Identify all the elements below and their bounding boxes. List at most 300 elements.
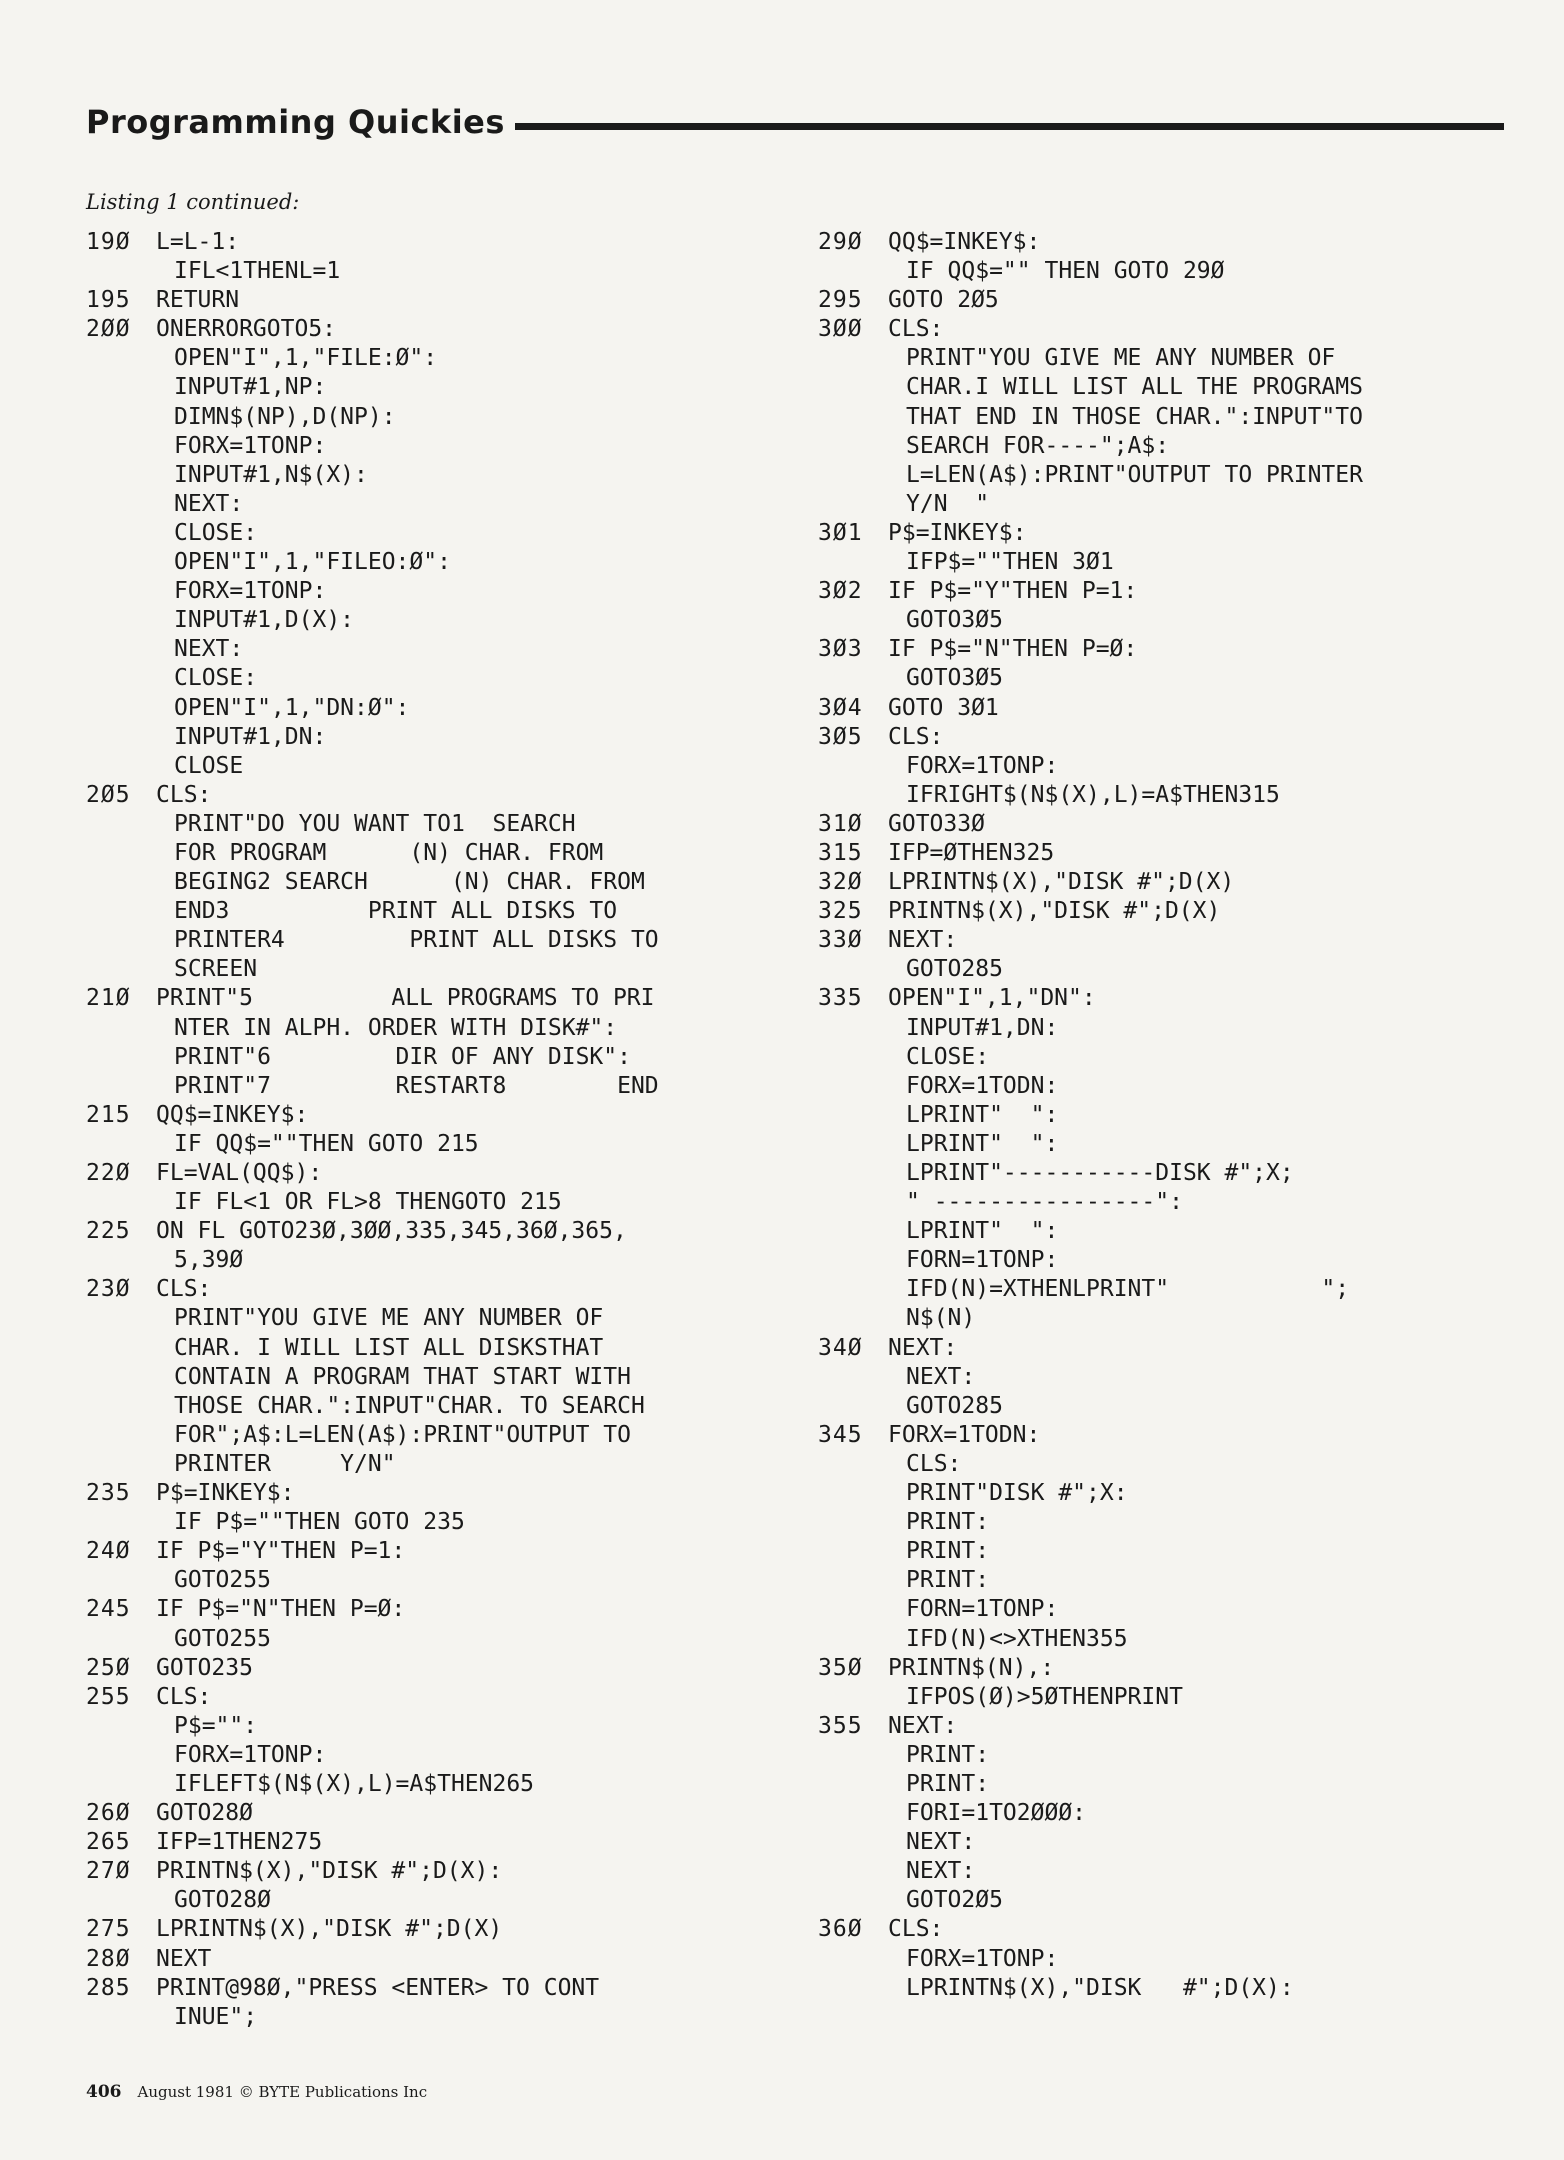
code-line: [86, 1886, 776, 1915]
line-code: CLS:: [906, 1450, 962, 1477]
line-code: P$=INKEY$:: [156, 1480, 295, 1507]
line-number: [818, 1479, 888, 1508]
code-line: [86, 723, 776, 752]
code-line: [86, 781, 776, 810]
line-code: INPUT#1,D(X):: [174, 607, 355, 634]
code-line: [818, 1275, 1508, 1304]
line-code: FORI=1TO2ØØØ:: [906, 1800, 1087, 1827]
code-line: [818, 1625, 1508, 1654]
line-code: INPUT#1,NP:: [174, 374, 327, 401]
line-code: CLS:: [888, 1916, 944, 1943]
line-number: [86, 1043, 156, 1072]
line-code: FORX=1TONP:: [174, 1741, 327, 1768]
code-line: [86, 1043, 776, 1072]
listing-left-column: [86, 228, 776, 2032]
code-line: [818, 1421, 1508, 1450]
line-code: IF QQ$="" THEN GOTO 29Ø: [906, 258, 1225, 285]
line-number: [86, 519, 156, 548]
line-number: 3Ø5: [818, 723, 863, 750]
code-line: [86, 1741, 776, 1770]
line-number: [86, 752, 156, 781]
line-number: 32Ø: [818, 869, 863, 896]
line-code: THAT END IN THOSE CHAR.":INPUT"TO: [906, 403, 1363, 430]
code-line: [818, 1915, 1508, 1944]
code-line: [86, 548, 776, 577]
code-line: [86, 1246, 776, 1275]
line-code: GOTO255: [174, 1567, 271, 1594]
line-number: [86, 1712, 156, 1741]
line-code: NEXT:: [906, 1829, 976, 1856]
line-number: [86, 1334, 156, 1363]
line-number: [818, 1945, 888, 1974]
line-number: [818, 1014, 888, 1043]
line-code: CLS:: [888, 316, 944, 343]
code-line: [86, 286, 776, 315]
line-code: NEXT:: [174, 636, 244, 663]
line-number: [818, 781, 888, 810]
line-code: GOTO235: [156, 1654, 253, 1681]
line-code: LPRINTN$(X),"DISK #";D(X):: [906, 1974, 1294, 2001]
code-line: [86, 519, 776, 548]
footer-credit: August 1981 © BYTE Publications Inc: [137, 2083, 428, 2101]
page-header: [86, 100, 1504, 144]
code-line: [86, 461, 776, 490]
line-number: [818, 1886, 888, 1915]
line-number: 335: [818, 985, 863, 1012]
code-line: [818, 1741, 1508, 1770]
code-line: [818, 955, 1508, 984]
line-code: NTER IN ALPH. ORDER WITH DISK#":: [174, 1014, 618, 1041]
code-line: [86, 839, 776, 868]
code-line: [86, 1130, 776, 1159]
line-number: 24Ø: [86, 1538, 131, 1565]
code-line: [86, 1770, 776, 1799]
line-number: [86, 723, 156, 752]
code-line: [818, 1043, 1508, 1072]
line-number: [818, 1683, 888, 1712]
line-code: IFLEFT$(N$(X),L)=A$THEN265: [174, 1770, 535, 1797]
line-code: GOTO 2Ø5: [888, 287, 999, 314]
code-line: [86, 752, 776, 781]
line-code: PRINT:: [906, 1770, 990, 1797]
listing-right-column: [818, 228, 1508, 2003]
line-code: LPRINTN$(X),"DISK #";D(X): [888, 869, 1235, 896]
line-code: PRINTN$(X),"DISK #";D(X):: [156, 1858, 503, 1885]
line-number: [818, 1974, 888, 2003]
code-line: [818, 315, 1508, 344]
code-line: [86, 403, 776, 432]
line-number: [86, 1072, 156, 1101]
line-code: LPRINTN$(X),"DISK #";D(X): [156, 1916, 503, 1943]
line-code: LPRINT" ":: [906, 1101, 1059, 1128]
line-number: [818, 1857, 888, 1886]
line-number: 3Ø2: [818, 578, 863, 605]
line-number: [818, 1508, 888, 1537]
code-line: [86, 1363, 776, 1392]
line-code: CHAR. I WILL LIST ALL DISKSTHAT: [174, 1334, 604, 1361]
line-number: 285: [86, 1974, 131, 2001]
line-number: [818, 1246, 888, 1275]
code-line: [86, 1857, 776, 1886]
line-number: 29Ø: [818, 229, 863, 255]
line-number: [818, 344, 888, 373]
line-number: [818, 461, 888, 490]
code-line: [818, 432, 1508, 461]
line-code: IF FL<1 OR FL>8 THENGOTO 215: [174, 1189, 562, 1216]
line-number: [818, 1799, 888, 1828]
line-code: CLOSE:: [906, 1043, 990, 1070]
line-code: PRINT:: [906, 1741, 990, 1768]
line-code: OPEN"I",1,"FILEO:Ø":: [174, 549, 451, 576]
code-line: [818, 1566, 1508, 1595]
page-number: 406: [86, 2082, 122, 2102]
line-code: NEXT: [156, 1945, 212, 1972]
line-code: CONTAIN A PROGRAM THAT START WITH: [174, 1363, 631, 1390]
code-line: [86, 664, 776, 693]
line-code: PRINT:: [906, 1538, 990, 1565]
line-number: [86, 839, 156, 868]
line-number: [818, 606, 888, 635]
code-line: [86, 1421, 776, 1450]
header-rule: [515, 123, 1504, 130]
code-line: [818, 1974, 1508, 2003]
line-number: [86, 606, 156, 635]
line-code: OPEN"I",1,"FILE:Ø":: [174, 345, 438, 372]
code-line: [818, 635, 1508, 664]
line-number: 295: [818, 287, 863, 314]
code-line: [818, 1014, 1508, 1043]
line-number: 3ØØ: [818, 316, 863, 343]
line-number: [86, 432, 156, 461]
code-line: [818, 1799, 1508, 1828]
line-code: IFPOS(Ø)>5ØTHENPRINT: [906, 1683, 1183, 1710]
code-line: [86, 257, 776, 286]
line-number: [818, 1537, 888, 1566]
line-code: PRINT:: [906, 1509, 990, 1536]
line-number: 27Ø: [86, 1858, 131, 1885]
line-number: [86, 635, 156, 664]
line-code: ON FL GOTO23Ø,3ØØ,335,345,36Ø,365,: [156, 1218, 627, 1245]
code-line: [818, 403, 1508, 432]
code-line: [86, 635, 776, 664]
line-number: [818, 1159, 888, 1188]
code-line: [818, 519, 1508, 548]
code-line: [86, 1304, 776, 1333]
line-number: [86, 955, 156, 984]
code-line: [818, 1945, 1508, 1974]
code-line: [818, 1857, 1508, 1886]
line-number: [86, 548, 156, 577]
line-code: P$=INKEY$:: [888, 519, 1027, 546]
line-code: IFD(N)=XTHENLPRINT" ";: [906, 1276, 1350, 1303]
line-number: [86, 257, 156, 286]
line-code: IFP$=""THEN 3Ø1: [906, 549, 1114, 576]
line-code: IF P$="N"THEN P=Ø:: [156, 1596, 406, 1623]
code-line: [818, 810, 1508, 839]
line-code: FORX=1TONP:: [906, 1945, 1059, 1972]
line-number: [818, 373, 888, 402]
line-code: NEXT:: [888, 927, 958, 954]
line-code: GOTO33Ø: [888, 810, 985, 837]
line-code: FORX=1TODN:: [906, 1072, 1059, 1099]
line-number: [818, 1304, 888, 1333]
line-code: IF P$="Y"THEN P=1:: [888, 578, 1138, 605]
line-code: FORN=1TONP:: [906, 1596, 1059, 1623]
line-number: 26Ø: [86, 1800, 131, 1827]
line-number: [86, 1566, 156, 1595]
line-number: [86, 1130, 156, 1159]
code-line: [818, 344, 1508, 373]
code-line: [818, 577, 1508, 606]
code-line: [86, 1334, 776, 1363]
line-code: SCREEN: [174, 956, 258, 983]
code-line: [86, 1508, 776, 1537]
line-code: IFP=ØTHEN325: [888, 839, 1055, 866]
code-line: [818, 461, 1508, 490]
line-number: [86, 490, 156, 519]
line-code: GOTO28Ø: [156, 1800, 253, 1827]
line-number: [818, 1450, 888, 1479]
line-code: NEXT:: [174, 490, 244, 517]
line-number: 315: [818, 839, 863, 866]
line-number: [818, 664, 888, 693]
line-number: [86, 1304, 156, 1333]
line-number: [818, 1130, 888, 1159]
line-number: [818, 955, 888, 984]
line-number: [86, 1421, 156, 1450]
line-number: 19Ø: [86, 229, 131, 255]
code-line: [818, 897, 1508, 926]
line-number: [86, 1886, 156, 1915]
line-number: 21Ø: [86, 985, 131, 1012]
code-line: [818, 1130, 1508, 1159]
line-number: 2Ø5: [86, 781, 131, 808]
code-line: [818, 926, 1508, 955]
line-code: BEGING2 SEARCH (N) CHAR. FROM: [174, 869, 645, 896]
line-code: PRINT"DISK #";X:: [906, 1480, 1128, 1507]
line-code: GOTO285: [906, 956, 1003, 983]
line-number: [818, 1392, 888, 1421]
code-line: [86, 1392, 776, 1421]
code-line: [86, 926, 776, 955]
line-code: IFL<1THENL=1: [174, 258, 341, 285]
line-code: CLOSE:: [174, 519, 258, 546]
line-number: 215: [86, 1101, 131, 1128]
code-line: [86, 694, 776, 723]
line-number: 275: [86, 1916, 131, 1943]
line-code: INUE";: [174, 2003, 258, 2030]
line-code: PRINT"5 ALL PROGRAMS TO PRI: [156, 985, 655, 1012]
line-number: 22Ø: [86, 1160, 131, 1186]
code-line: [818, 228, 1508, 257]
code-line: [86, 1275, 776, 1304]
code-line: [818, 1537, 1508, 1566]
line-code: CLS:: [156, 781, 212, 808]
line-number: 23Ø: [86, 1276, 131, 1303]
line-number: [86, 810, 156, 839]
line-number: 25Ø: [86, 1654, 131, 1681]
line-number: [86, 868, 156, 897]
line-code: ONERRORGOTO5:: [156, 316, 337, 343]
line-code: GOTO 3Ø1: [888, 694, 999, 721]
line-code: GOTO3Ø5: [906, 665, 1003, 692]
line-number: [86, 1770, 156, 1799]
line-code: PRINTER4 PRINT ALL DISKS TO: [174, 927, 659, 954]
code-line: [818, 723, 1508, 752]
code-line: [86, 810, 776, 839]
line-code: OPEN"I",1,"DN":: [888, 985, 1096, 1012]
code-line: [86, 2003, 776, 2032]
line-number: [86, 926, 156, 955]
line-number: [86, 344, 156, 373]
line-number: [818, 1217, 888, 1246]
code-line: [818, 1508, 1508, 1537]
code-line: [818, 1334, 1508, 1363]
line-number: 3Ø3: [818, 636, 863, 663]
code-line: [86, 577, 776, 606]
line-number: [86, 1741, 156, 1770]
line-number: [818, 548, 888, 577]
line-code: GOTO28Ø: [174, 1887, 271, 1914]
code-line: [818, 490, 1508, 519]
line-code: NEXT:: [888, 1334, 958, 1361]
line-number: [818, 1595, 888, 1624]
line-code: INPUT#1,N$(X):: [174, 461, 368, 488]
line-code: PRINT"7 RESTART8 END: [174, 1072, 659, 1099]
line-code: IF P$="N"THEN P=Ø:: [888, 636, 1138, 663]
line-code: NEXT:: [906, 1363, 976, 1390]
line-code: QQ$=INKEY$:: [156, 1101, 309, 1128]
code-line: [818, 1886, 1508, 1915]
line-number: [86, 403, 156, 432]
line-number: [86, 1508, 156, 1537]
code-line: [86, 1014, 776, 1043]
line-code: L=LEN(A$):PRINT"OUTPUT TO PRINTER: [906, 461, 1363, 488]
code-line: [818, 664, 1508, 693]
line-code: END3 PRINT ALL DISKS TO: [174, 898, 618, 925]
line-code: FOR PROGRAM (N) CHAR. FROM: [174, 839, 604, 866]
code-line: [818, 868, 1508, 897]
line-number: 345: [818, 1421, 863, 1448]
code-line: [818, 1479, 1508, 1508]
line-code: CLS:: [888, 723, 944, 750]
line-code: FORX=1TONP:: [174, 578, 327, 605]
line-number: [818, 1188, 888, 1217]
line-number: 235: [86, 1480, 131, 1507]
code-line: [86, 1595, 776, 1624]
code-line: [818, 286, 1508, 315]
line-number: [86, 577, 156, 606]
line-number: [86, 897, 156, 926]
line-number: 2ØØ: [86, 316, 131, 343]
line-code: PRINTN$(X),"DISK #";D(X): [888, 898, 1221, 925]
line-code: OPEN"I",1,"DN:Ø":: [174, 694, 410, 721]
code-line: [818, 1217, 1508, 1246]
line-number: 35Ø: [818, 1654, 863, 1681]
code-line: [86, 1537, 776, 1566]
line-code: P$="":: [174, 1712, 258, 1739]
line-number: [818, 490, 888, 519]
line-code: PRINTER Y/N": [174, 1450, 396, 1477]
line-number: 36Ø: [818, 1916, 863, 1943]
code-line: [818, 1392, 1508, 1421]
code-line: [818, 1304, 1508, 1333]
line-code: PRINT"DO YOU WANT TO1 SEARCH: [174, 810, 576, 837]
code-line: [86, 1683, 776, 1712]
line-number: [818, 1072, 888, 1101]
code-line: [818, 984, 1508, 1013]
line-number: [86, 1363, 156, 1392]
line-number: 33Ø: [818, 927, 863, 954]
code-line: [86, 432, 776, 461]
line-code: FORX=1TONP:: [906, 752, 1059, 779]
page-title: Programming Quickies: [86, 103, 505, 141]
line-code: CLS:: [156, 1683, 212, 1710]
line-code: Y/N ": [906, 490, 990, 517]
line-code: GOTO255: [174, 1625, 271, 1652]
code-line: [86, 606, 776, 635]
line-number: [818, 257, 888, 286]
line-number: [86, 1625, 156, 1654]
line-code: THOSE CHAR.":INPUT"CHAR. TO SEARCH: [174, 1392, 645, 1419]
line-code: PRINT"YOU GIVE ME ANY NUMBER OF: [906, 345, 1336, 372]
line-number: [818, 1625, 888, 1654]
line-number: [818, 1566, 888, 1595]
line-code: DIMN$(NP),D(NP):: [174, 403, 396, 430]
line-number: 31Ø: [818, 810, 863, 837]
line-code: GOTO285: [906, 1392, 1003, 1419]
code-line: [818, 781, 1508, 810]
line-code: CLOSE:: [174, 665, 258, 692]
line-code: LPRINT" ":: [906, 1218, 1059, 1245]
code-line: [86, 1828, 776, 1857]
line-number: [818, 752, 888, 781]
line-code: LPRINT"-----------DISK #";X;: [906, 1160, 1294, 1186]
line-code: N$(N): [906, 1305, 976, 1332]
code-line: [818, 1363, 1508, 1392]
line-code: PRINT:: [906, 1567, 990, 1594]
code-line: [86, 1566, 776, 1595]
line-number: 255: [86, 1683, 131, 1710]
code-line: [86, 1072, 776, 1101]
code-line: [86, 1188, 776, 1217]
code-line: [818, 1072, 1508, 1101]
line-number: [818, 1363, 888, 1392]
line-number: 34Ø: [818, 1334, 863, 1361]
line-code: RETURN: [156, 287, 240, 314]
code-line: [86, 1974, 776, 2003]
line-number: [86, 664, 156, 693]
code-line: [818, 606, 1508, 635]
line-number: 225: [86, 1218, 131, 1245]
code-line: [818, 839, 1508, 868]
code-line: [818, 1595, 1508, 1624]
code-line: [818, 1828, 1508, 1857]
code-line: [818, 1770, 1508, 1799]
code-line: [818, 1683, 1508, 1712]
code-line: [86, 315, 776, 344]
code-line: [86, 1101, 776, 1130]
line-code: GOTO2Ø5: [906, 1887, 1003, 1914]
line-code: CLOSE: [174, 752, 244, 779]
line-number: [86, 1246, 156, 1275]
code-line: [818, 1188, 1508, 1217]
line-code: INPUT#1,DN:: [906, 1014, 1059, 1041]
line-number: [818, 1043, 888, 1072]
code-line: [86, 373, 776, 402]
line-code: FOR";A$:L=LEN(A$):PRINT"OUTPUT TO: [174, 1421, 631, 1448]
code-line: [86, 228, 776, 257]
